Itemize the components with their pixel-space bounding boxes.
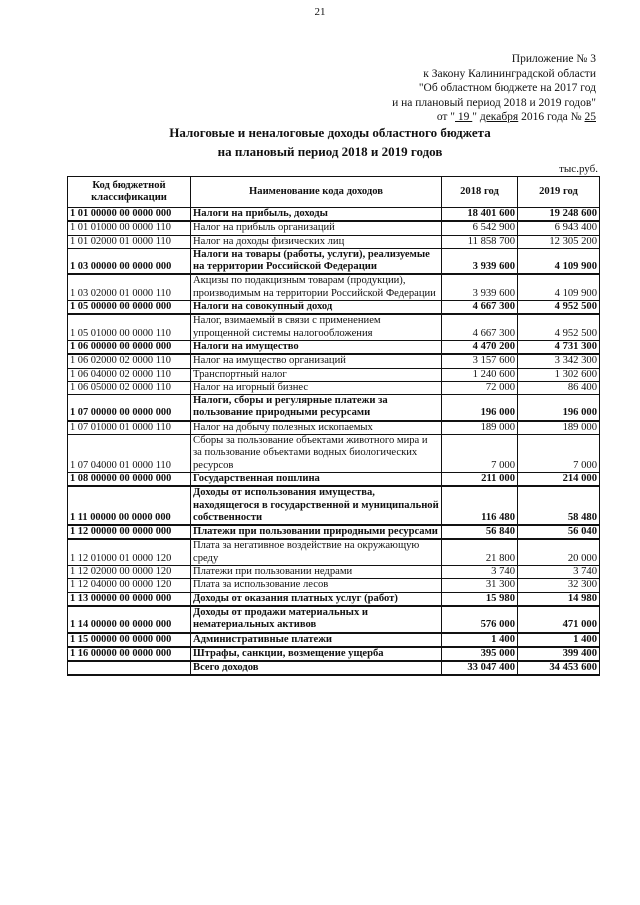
row-code: 1 01 02000 01 0000 110 — [68, 235, 191, 248]
row-name: Доходы от оказания платных услуг (работ) — [191, 592, 442, 606]
table-row — [68, 221, 600, 235]
row-2018: 3 939 600 — [442, 274, 518, 300]
row-code: 1 14 00000 00 0000 000 — [68, 606, 191, 633]
table-row — [68, 647, 600, 661]
row-name: Платежи при пользовании природными ресурсами — [191, 525, 442, 539]
row-2019: 1 302 600 — [518, 368, 600, 381]
row-2019: 14 980 — [518, 592, 600, 606]
row-2018: 11 858 700 — [442, 235, 518, 248]
row-2019: 20 000 — [518, 539, 600, 565]
table-row — [68, 486, 600, 525]
row-name: Налог, взимаемый в связи с применением упрощенной системы налогообложения — [191, 314, 442, 340]
date-day: 19 — [455, 111, 473, 123]
row-2018: 31 300 — [442, 579, 518, 592]
row-2018: 3 939 600 — [442, 248, 518, 274]
row-name: Налог на имущество организаций — [191, 354, 442, 368]
row-2019: 196 000 — [518, 395, 600, 421]
table-row — [68, 248, 600, 274]
appendix-line: к Закону Калининградской области — [423, 67, 596, 80]
revenue-table — [67, 176, 600, 676]
row-2018: 3 740 — [442, 566, 518, 579]
row-name: Налоги на прибыль, доходы — [191, 208, 442, 222]
row-2019: 4 952 500 — [518, 301, 600, 315]
row-code: 1 06 04000 02 0000 110 — [68, 368, 191, 381]
row-2019: 3 342 300 — [518, 354, 600, 368]
row-code: 1 01 00000 00 0000 000 — [68, 208, 191, 222]
appendix-header — [276, 52, 596, 125]
row-name: Акцизы по подакцизным товарам (продукции), производимым на территории Российской Федерации — [191, 274, 442, 300]
table-row — [68, 395, 600, 421]
row-2018: 211 000 — [442, 472, 518, 486]
header-code: Код бюджетной классификации — [68, 177, 191, 208]
row-code: 1 11 00000 00 0000 000 — [68, 486, 191, 525]
row-2018: 33 047 400 — [442, 661, 518, 675]
row-2019: 19 248 600 — [518, 208, 600, 222]
table-row — [68, 472, 600, 486]
row-code: 1 06 05000 02 0000 110 — [68, 381, 191, 394]
row-code: 1 15 00000 00 0000 000 — [68, 633, 191, 647]
row-name: Налоги на совокупный доход — [191, 301, 442, 315]
row-name: Платежи при пользовании недрами — [191, 566, 442, 579]
row-code: 1 01 01000 00 0000 110 — [68, 221, 191, 235]
page-number: 21 — [314, 6, 326, 18]
row-name: Административные платежи — [191, 633, 442, 647]
row-name: Всего доходов — [191, 661, 442, 675]
row-2018: 576 000 — [442, 606, 518, 633]
table-body — [68, 208, 600, 676]
row-2018: 1 400 — [442, 633, 518, 647]
row-code — [68, 661, 191, 675]
table-header-row — [68, 177, 600, 208]
header-2018: 2018 год — [442, 177, 518, 208]
row-name: Плата за использование лесов — [191, 579, 442, 592]
row-name: Налог на игорный бизнес — [191, 381, 442, 394]
row-name: Налог на доходы физических лиц — [191, 235, 442, 248]
date-prefix: от " — [436, 111, 456, 123]
table-row — [68, 421, 600, 435]
row-code: 1 12 01000 01 0000 120 — [68, 539, 191, 565]
row-name: Налоги, сборы и регулярные платежи за пользование природными ресурсами — [191, 395, 442, 421]
row-2019: 1 400 — [518, 633, 600, 647]
row-name: Транспортный налог — [191, 368, 442, 381]
row-code: 1 13 00000 00 0000 000 — [68, 592, 191, 606]
header-2019: 2019 год — [518, 177, 600, 208]
row-code: 1 03 00000 00 0000 000 — [68, 248, 191, 274]
date-year: 2016 года № — [518, 111, 582, 123]
row-name: Налоги на товары (работы, услуги), реализуемые на территории Российской Федерации — [191, 248, 442, 274]
row-2019: 56 040 — [518, 525, 600, 539]
row-name: Доходы от продажи материальных и нематериальных активов — [191, 606, 442, 633]
row-2019: 471 000 — [518, 606, 600, 633]
row-2019: 6 943 400 — [518, 221, 600, 235]
row-code: 1 16 00000 00 0000 000 — [68, 647, 191, 661]
units-label: тыс.руб. — [559, 163, 598, 175]
row-code: 1 07 00000 00 0000 000 — [68, 395, 191, 421]
table-row — [68, 301, 600, 315]
row-2018: 196 000 — [442, 395, 518, 421]
row-2018: 1 240 600 — [442, 368, 518, 381]
row-name: Налог на добычу полезных ископаемых — [191, 421, 442, 435]
row-2018: 15 980 — [442, 592, 518, 606]
row-name: Налог на прибыль организаций — [191, 221, 442, 235]
law-number: 25 — [584, 111, 596, 123]
row-2019: 34 453 600 — [518, 661, 600, 675]
row-name: Плата за негативное воздействие на окружающую среду — [191, 539, 442, 565]
row-code: 1 12 02000 00 0000 120 — [68, 566, 191, 579]
row-code: 1 12 00000 00 0000 000 — [68, 525, 191, 539]
table-row — [68, 661, 600, 675]
row-2018: 56 840 — [442, 525, 518, 539]
date-mid: " — [472, 111, 477, 123]
appendix-line: Приложение № 3 — [511, 53, 596, 65]
row-2019: 4 109 900 — [518, 248, 600, 274]
row-code: 1 12 04000 00 0000 120 — [68, 579, 191, 592]
row-2018: 7 000 — [442, 435, 518, 473]
table-row — [68, 592, 600, 606]
title-line: Налоговые и неналоговые доходы областного бюджета — [169, 125, 491, 140]
appendix-line: "Об областном бюджете на 2017 год — [418, 82, 596, 94]
row-code: 1 06 02000 02 0000 110 — [68, 354, 191, 368]
row-2018: 4 667 300 — [442, 301, 518, 315]
table-row — [68, 539, 600, 565]
table-row — [68, 381, 600, 394]
row-2019: 4 731 300 — [518, 340, 600, 354]
row-2019: 4 109 900 — [518, 274, 600, 300]
row-2019: 58 480 — [518, 486, 600, 525]
header-name: Наименование кода доходов — [191, 177, 442, 208]
date-month: декабря — [479, 111, 519, 123]
row-2018: 6 542 900 — [442, 221, 518, 235]
row-code: 1 08 00000 00 0000 000 — [68, 472, 191, 486]
row-2018: 116 480 — [442, 486, 518, 525]
row-2019: 4 952 500 — [518, 314, 600, 340]
table-row — [68, 435, 600, 473]
row-2019: 12 305 200 — [518, 235, 600, 248]
table-row — [68, 314, 600, 340]
table-row — [68, 235, 600, 248]
row-2019: 189 000 — [518, 421, 600, 435]
table-row — [68, 354, 600, 368]
row-name: Государственная пошлина — [191, 472, 442, 486]
row-name: Штрафы, санкции, возмещение ущерба — [191, 647, 442, 661]
table-row — [68, 633, 600, 647]
table-row — [68, 368, 600, 381]
row-code: 1 05 00000 00 0000 000 — [68, 301, 191, 315]
row-2019: 86 400 — [518, 381, 600, 394]
row-2018: 72 000 — [442, 381, 518, 394]
row-2018: 4 470 200 — [442, 340, 518, 354]
row-code: 1 06 00000 00 0000 000 — [68, 340, 191, 354]
title-line: на плановый период 2018 и 2019 годов — [217, 144, 443, 159]
row-2019: 214 000 — [518, 472, 600, 486]
row-2019: 399 400 — [518, 647, 600, 661]
row-code: 1 07 01000 01 0000 110 — [68, 421, 191, 435]
page-title — [60, 123, 600, 161]
row-2019: 3 740 — [518, 566, 600, 579]
row-name: Налоги на имущество — [191, 340, 442, 354]
row-2019: 7 000 — [518, 435, 600, 473]
table-row — [68, 274, 600, 300]
appendix-line: и на плановый период 2018 и 2019 годов" — [392, 96, 596, 109]
table-row — [68, 579, 600, 592]
table-row — [68, 208, 600, 222]
row-2019: 32 300 — [518, 579, 600, 592]
table-row — [68, 525, 600, 539]
row-2018: 4 667 300 — [442, 314, 518, 340]
row-2018: 3 157 600 — [442, 354, 518, 368]
row-name: Сборы за пользование объектами животного мира и за пользование объектами водных биологических ресурсов — [191, 435, 442, 473]
row-2018: 189 000 — [442, 421, 518, 435]
table-row — [68, 606, 600, 633]
row-2018: 18 401 600 — [442, 208, 518, 222]
row-name: Доходы от использования имущества, находящегося в государственной и муниципальной собственности — [191, 486, 442, 525]
table-row — [68, 340, 600, 354]
table-row — [68, 566, 600, 579]
row-2018: 21 800 — [442, 539, 518, 565]
row-code: 1 03 02000 01 0000 110 — [68, 274, 191, 300]
row-code: 1 05 01000 00 0000 110 — [68, 314, 191, 340]
row-code: 1 07 04000 01 0000 110 — [68, 435, 191, 473]
row-2018: 395 000 — [442, 647, 518, 661]
